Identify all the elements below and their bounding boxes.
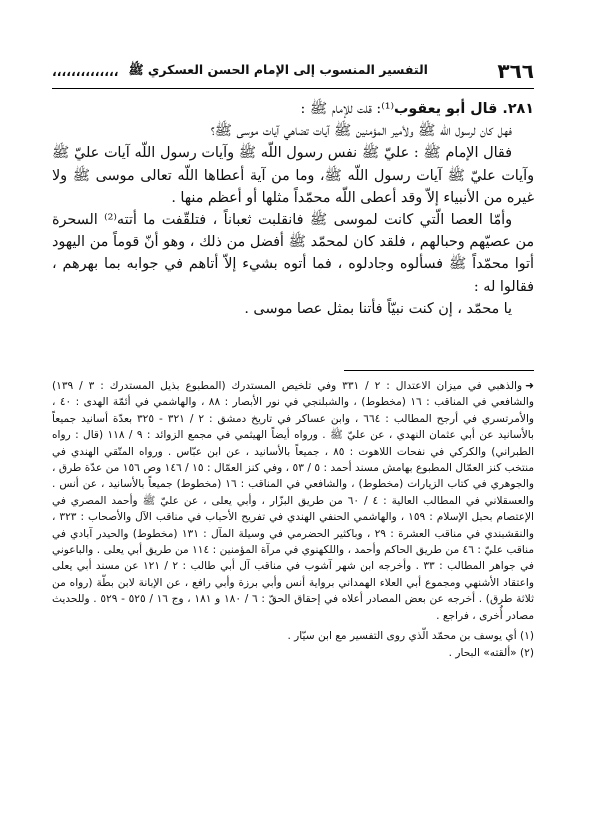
footnote-1: (١) أي يوسف بن محمّد الّذي روى التفسير مع ابن سيّار .: [287, 630, 534, 643]
paragraph-request: يا محمّد ، إن كنت نبيّاً فأتنا بمثل عصا موسى .: [244, 300, 512, 317]
paragraph-question: فهل كان لرسول اللّه ﷺ ولأمير المؤمنين ﷺ آيات تضاهي آيات موسى ﷺ؟: [210, 123, 512, 140]
hadith-intro: ⁽¹⁾: قلت للإمام ﷺ :: [300, 101, 395, 117]
footnote-continued-text: والذهبي في ميزان الاعتدال : ٢ / ٣٣١ وفي تلخيص المستدرك (المطبوع بذيل المستدرك : ٣ / ١٣٩) والشافعي في المناقب : ١٦ (مخطوط) ، والشبلنجي في نور الأبصار : ٨٨ ، والهاشمي في أئمّة الهدى : ٤٠ ، والأمرتسري في أرجح المطالب : ٦٦٤ ، وابن عساكر في تاريخ دمشق : ٢ / ٣٢١ - ٣٢٥ بعدّة أسانيد جميعاً بالأسانيد عن أبي عثمان النهدي ، عن عليّ ﷺ . ورواه أيضاً الهيثمي في مجمع الزوائد : ٩ / ١١٨ (قال : رواه الطبراني) والكركي في نفحات اللاهوت : ٨٥ ، جميعاً بالأسانيد ، عن ابن عبّاس . ورواه المتّقي الهندي في منتخب كنز العمّال المطبوع بهامش مسند أحمد : ٥ / ٥٣ ، وفي كنز العمّال : ١٥ / ١٤٦ وص ١٥٦ من عدّة طرق ، والجوهري في كتاب الزيارات (مخطوط) ، والشافعي في المناقب : ١٦ (مخطوط) جميعاً بالأسانيد ، عن أنس . والعسقلاني في المطالب العالية : ٤ / ٦٠ من طريق البزّار ، وأبي يعلى ، عن عليّ ﷺ وأحمد المصري في الإعتصام بحبل الإسلام : ١٥٩ ، والهاشمي الحنفي الهندي في تفريح الأحباب في مناقب الآل والأصحاب : ٣٢٣ ، والنقشبندي في مناقب العشرة : ٢٩ ، وباكثير الحضرمي في وسيلة المآل : ١٣١ (مخطوط) والحيدر آبادي في مناقب عليّ : ٤٦ من طريق الحاكم وأحمد ، واللكهنوي في مرآة المؤمنين : ١١٤ من طريق أبي يعلى . والباعوني في جواهر المطالب : ٣٣ . وأخرجه ابن شهر آشوب في مناقب آل أبي طالب : ٢ / ١٢١ عن مسند أبي يعلى واعتقاد الأشنهي ومجموع أبي العلاء الهمداني برواية أنس وأبي برزة وأبي رافع ، عن الإبانة لابن بطّة (رواه من ثلاثة طرق) . أخرجه عن بعض المصادر أعلاه في إحقاق الحقّ : ٦ / ١٨٠ و ١٨١ ، وج ١٦ / ٥٢٥ - ٥٢٩ . وللحديث مصادر أُخرى ، فراجع .: [52, 380, 535, 622]
paragraph-281: [52, 98, 534, 120]
footnote-2: (٢) «ألقته» البحار .: [448, 646, 534, 659]
paragraph-answer: فقال الإمام ﷺ : عليّ ﷺ نفس رسول اللّه ﷺ وآيات رسول اللّه آيات عليّ ﷺ وآيات عليّ ﷺ آيات رسول اللّه ﷺ، وما من آية أعطاها اللّه تعالى موسى ﷺ ولا غيره من الأنبياء إلاّ وقد أعطى اللّه محمّداً مثلها أو أعظم منها .: [52, 145, 534, 206]
running-title-text: التفسير المنسوب إلى الإمام الحسن العسكري ﷺ: [128, 61, 428, 77]
hadith-number: ٢٨١. قال أبو يعقوب: [394, 101, 534, 117]
continuation-arrow-icon: ➜: [525, 380, 534, 392]
running-title: [52, 62, 428, 81]
footnotes: [52, 378, 534, 661]
running-title-dots: ،،،،،،،،،،،،،،: [52, 63, 119, 79]
footnote-continued: [52, 378, 534, 624]
paragraph-staff: وأمّا العصا الّتي كانت لموسى ﷺ فانقلبت ثعباناً ، فتلقّفت ما أتته⁽²⁾ السحرة من عصيّهم وحبالهم ، فلقد كان لمحمّد ﷺ أفضل من ذلك ، وهو أنّ قوماً من اليهود أتوا محمّداً ﷺ فسألوه وجادلوه ، فما أتوه بشيء إلاّ أتاهم في جوابه بما بهرهم ، فقالوا له :: [52, 212, 534, 295]
footnote-divider: [344, 370, 534, 371]
page-number: ٣٦٦: [497, 59, 534, 83]
main-text: [52, 98, 534, 320]
header-rule: [52, 88, 534, 89]
page-header: [52, 58, 534, 84]
